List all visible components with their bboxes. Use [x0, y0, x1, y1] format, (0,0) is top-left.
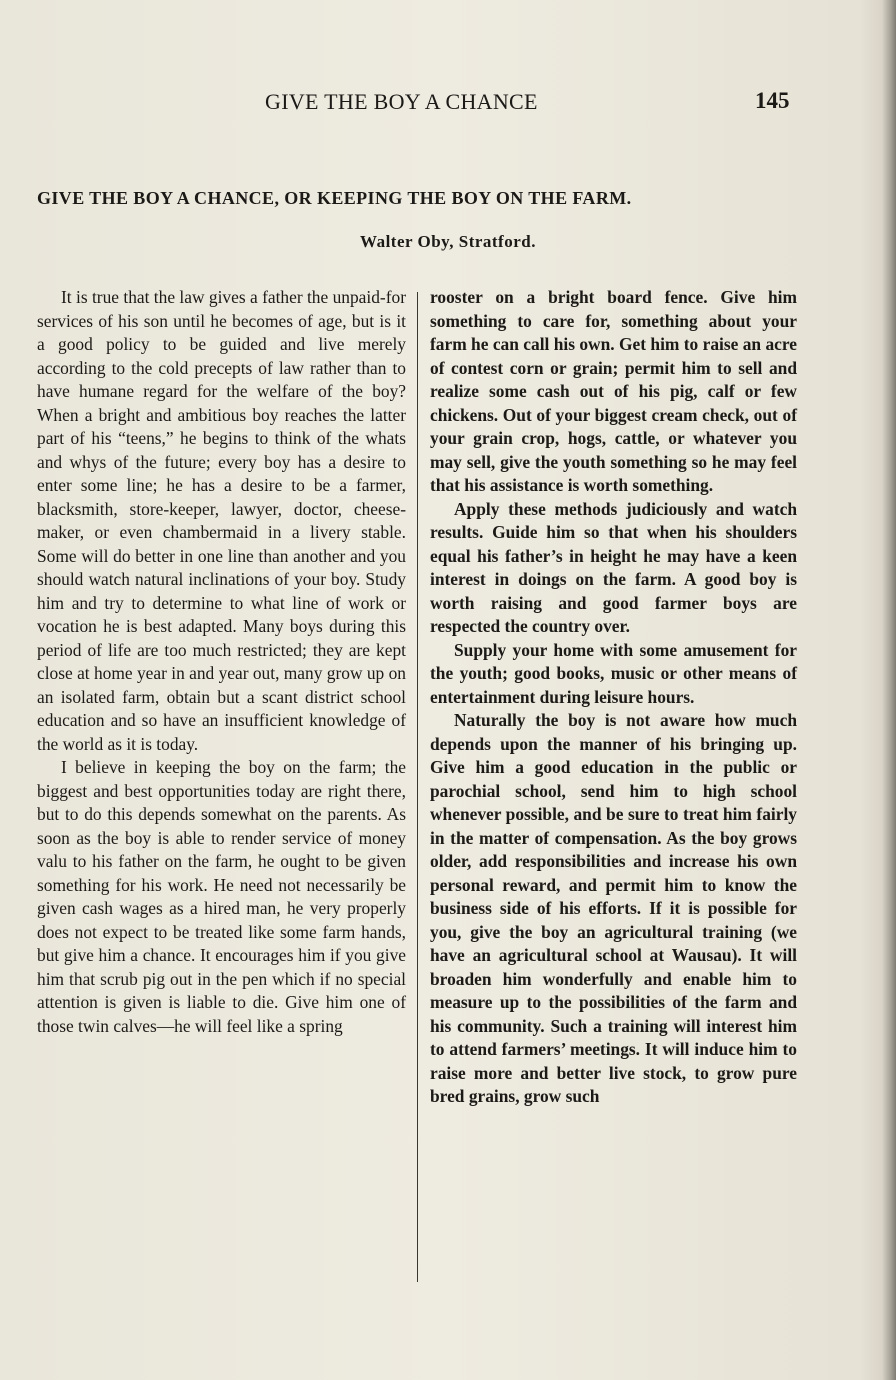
paragraph: rooster on a bright board fence. Give him something to care for, something about your farm he can call his own. Get him to raise an acre of contest corn or grain; permit him to sell and realize some cash out of his pig, calf or few chickens. Out of your biggest cream check, out of your grain crop, hogs, cattle, or whatever you may sell, give the youth something so he may feel that his assistance is worth something. — [430, 287, 797, 495]
paragraph: Apply these methods judiciously and watch results. Guide him so that when his shoulders equal his father’s in height he may have a keen interest in doings on the farm. A good boy is worth raising and good farmer boys are respected the country over. — [430, 498, 797, 636]
article-title: GIVE THE BOY A CHANCE, OR KEEPING THE BOY ON THE FARM. — [37, 188, 632, 208]
left-column — [37, 286, 406, 1038]
page-number: 145 — [755, 88, 790, 113]
right-column — [430, 286, 797, 1109]
page-edge — [882, 0, 896, 1380]
running-title: GIVE THE BOY A CHANCE — [265, 89, 538, 114]
paragraph: It is true that the law gives a father the unpaid-for services of his son until he becomes of age, but is it a good policy to be guided and live merely according to the cold precepts of law rather than to have humane regard for the welfare of the boy? When a bright and ambitious boy reaches the latter part of his “teens,” he begins to think of the whats and whys of the future; every boy has a desire to enter some line; he has a desire to be a farmer, blacksmith, store-keeper, lawyer, doctor, cheesemaker, or even chambermaid in a livery stable. Some will do better in one line than another and you should watch natural inclinations of your boy. Study him and try to determine to what line of work or vocation he is best adapted. Many boys during this period of life are too much restricted; they are kept close at home year in and year out, many grow up on an isolated farm, obtain but a scant district school education and so have an insufficient knowledge of the world as it is today. — [37, 287, 406, 754]
paragraph: Naturally the boy is not aware how much depends upon the manner of his bringing up. Give him a good education in the public or parochial school, send him to high school whenever possible, and be sure to treat him fairly in the matter of compensation. As the boy grows older, add responsibilities and increase his own personal reward, and permit him to know the business side of his efforts. If it is possible for you, give the boy an agricultural training (we have an agricultural school at Wausau). It will broaden him wonderfully and enable him to measure up to the possibilities of the farm and his community. Such a training will interest him to attend farmers’ meetings. It will induce him to raise more and better live stock, to grow pure bred grains, grow such — [430, 710, 797, 1106]
paragraph: I believe in keeping the boy on the farm; the biggest and best opportunities today are right there, but to do this depends somewhat on the parents. As soon as the boy is able to render service of money valu to his father on the farm, he ought to be given something for his work. He need not necessarily be given cash wages as a hired man, he very properly does not expect to be treated like some farm hands, but give him a chance. It encourages him if you give him that scrub pig out in the pen which if no special attention is given is liable to die. Give him one of those twin calves—he will feel like a spring — [37, 757, 406, 1036]
paragraph: Supply your home with some amusement for the youth; good books, music or other means of entertainment during leisure hours. — [430, 639, 797, 707]
column-divider — [417, 292, 418, 1282]
article-byline: Walter Oby, Stratford. — [360, 232, 536, 251]
